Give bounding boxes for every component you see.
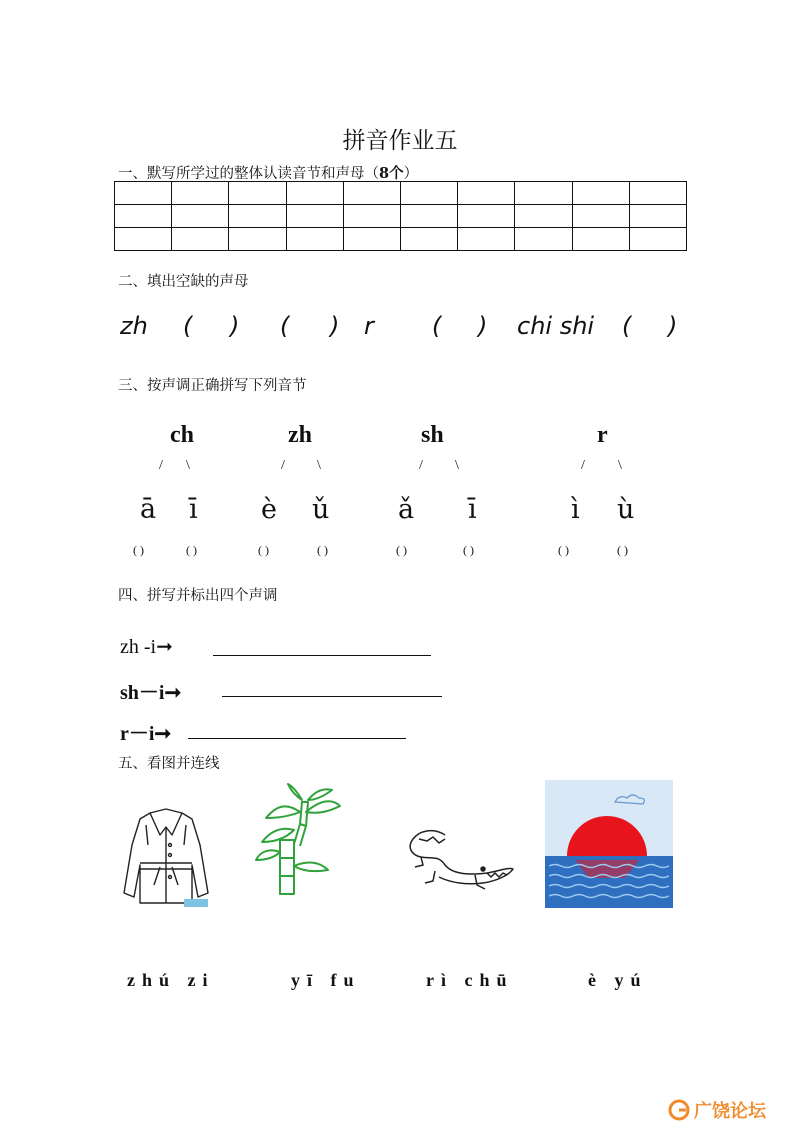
grid-cell[interactable]: [629, 228, 686, 251]
s2-paren-close: ): [668, 312, 678, 340]
answer-blank: ( ): [396, 543, 407, 557]
watermark-logo: [668, 1094, 794, 1126]
word-yifu: yī fu: [291, 970, 361, 990]
section1-count: 8个: [379, 165, 404, 182]
grid-cell[interactable]: [458, 228, 515, 251]
grid-row: [115, 228, 687, 251]
grid-cell[interactable]: [229, 228, 286, 251]
grid-cell[interactable]: [343, 228, 400, 251]
grid-cell[interactable]: [229, 182, 286, 205]
s2-paren-open: (: [622, 312, 632, 340]
slash-right: \: [186, 458, 190, 473]
word-richu: rì chū: [426, 970, 514, 990]
grid-cell[interactable]: [629, 205, 686, 228]
grid-cell[interactable]: [229, 205, 286, 228]
vowel: ù: [617, 494, 635, 525]
grid-cell[interactable]: [400, 182, 457, 205]
grid-cell[interactable]: [286, 228, 343, 251]
logo-icon: [668, 1099, 690, 1121]
grid-cell[interactable]: [172, 228, 229, 251]
grid-cell[interactable]: [572, 228, 629, 251]
vowel: ǔ: [312, 494, 330, 525]
grid-cell[interactable]: [172, 182, 229, 205]
s2-paren-close: ): [478, 312, 488, 340]
sunrise-picture: [545, 780, 673, 908]
slash-right: \: [455, 458, 459, 473]
spell-line-ri: r－i➞: [120, 723, 172, 745]
word-eyu: è yú: [588, 970, 648, 990]
s2-paren-close: ): [330, 312, 340, 340]
consonant-sh: sh: [421, 422, 444, 448]
s2-paren-open: (: [183, 312, 193, 340]
writing-grid: [114, 181, 687, 251]
answer-blank: ( ): [317, 543, 328, 557]
consonant-r: r: [597, 422, 608, 448]
slash-left: /: [159, 458, 163, 473]
slash-left: /: [419, 458, 423, 473]
vowel: ī: [189, 494, 198, 525]
slash-right: \: [317, 458, 321, 473]
s2-paren-close: ): [230, 312, 240, 340]
grid-row: [115, 205, 687, 228]
answer-blank: ( ): [186, 543, 197, 557]
grid-cell[interactable]: [115, 228, 172, 251]
s2-paren-open: (: [432, 312, 442, 340]
answer-blank: ( ): [133, 543, 144, 557]
s2-item: r: [364, 312, 374, 340]
section3-heading: 三、按声调正确拼写下列音节: [118, 378, 307, 394]
spell-line-shi: sh－i➞: [120, 682, 182, 704]
consonant-ch: ch: [170, 422, 194, 448]
s2-item: chi shi: [517, 312, 595, 340]
slash-left: /: [581, 458, 585, 473]
vowel: ì: [571, 494, 580, 525]
grid-cell[interactable]: [286, 182, 343, 205]
grid-cell[interactable]: [458, 205, 515, 228]
grid-cell[interactable]: [400, 205, 457, 228]
answer-blank: ( ): [258, 543, 269, 557]
grid-cell[interactable]: [515, 205, 572, 228]
grid-cell[interactable]: [400, 228, 457, 251]
grid-cell[interactable]: [172, 205, 229, 228]
section4-heading: 四、拼写并标出四个声调: [118, 588, 278, 604]
coat-picture: [120, 805, 212, 911]
watermark-text: 广饶论坛: [694, 1101, 766, 1122]
vowel: ǎ: [398, 494, 415, 525]
section1-heading-close: ）: [403, 166, 419, 182]
grid-cell[interactable]: [572, 182, 629, 205]
answer-underline: [213, 655, 431, 656]
s2-item: zh: [120, 312, 148, 340]
answer-underline: [222, 696, 442, 697]
grid-cell[interactable]: [343, 182, 400, 205]
crocodile-picture: [405, 825, 517, 903]
consonant-zh: zh: [288, 422, 312, 448]
grid-cell[interactable]: [515, 228, 572, 251]
section5-heading: 五、看图并连线: [118, 756, 220, 772]
slash-right: \: [618, 458, 622, 473]
grid-cell[interactable]: [286, 205, 343, 228]
section1-heading: [118, 162, 418, 183]
vowel: è: [261, 494, 277, 525]
grid-cell[interactable]: [343, 205, 400, 228]
slash-left: /: [281, 458, 285, 473]
grid-cell[interactable]: [115, 182, 172, 205]
grid-cell[interactable]: [515, 182, 572, 205]
word-zhuzi: zhú zi: [127, 970, 215, 990]
s2-paren-open: (: [280, 312, 290, 340]
grid-cell[interactable]: [458, 182, 515, 205]
answer-blank: ( ): [463, 543, 474, 557]
section2-heading: 二、填出空缺的声母: [118, 274, 249, 290]
bamboo-picture: [236, 782, 354, 908]
grid-cell[interactable]: [115, 205, 172, 228]
grid-cell[interactable]: [629, 182, 686, 205]
grid-row: [115, 182, 687, 205]
answer-underline: [188, 738, 406, 739]
spell-line-zhi: zh -i➞: [120, 636, 173, 658]
vowel: ī: [468, 494, 477, 525]
vowel: ā: [140, 494, 157, 525]
page-title: 拼音作业五: [342, 128, 458, 154]
answer-blank: ( ): [617, 543, 628, 557]
section1-heading-text: 一、默写所学过的整体认读音节和声母（: [118, 166, 379, 182]
answer-blank: ( ): [558, 543, 569, 557]
grid-cell[interactable]: [572, 205, 629, 228]
